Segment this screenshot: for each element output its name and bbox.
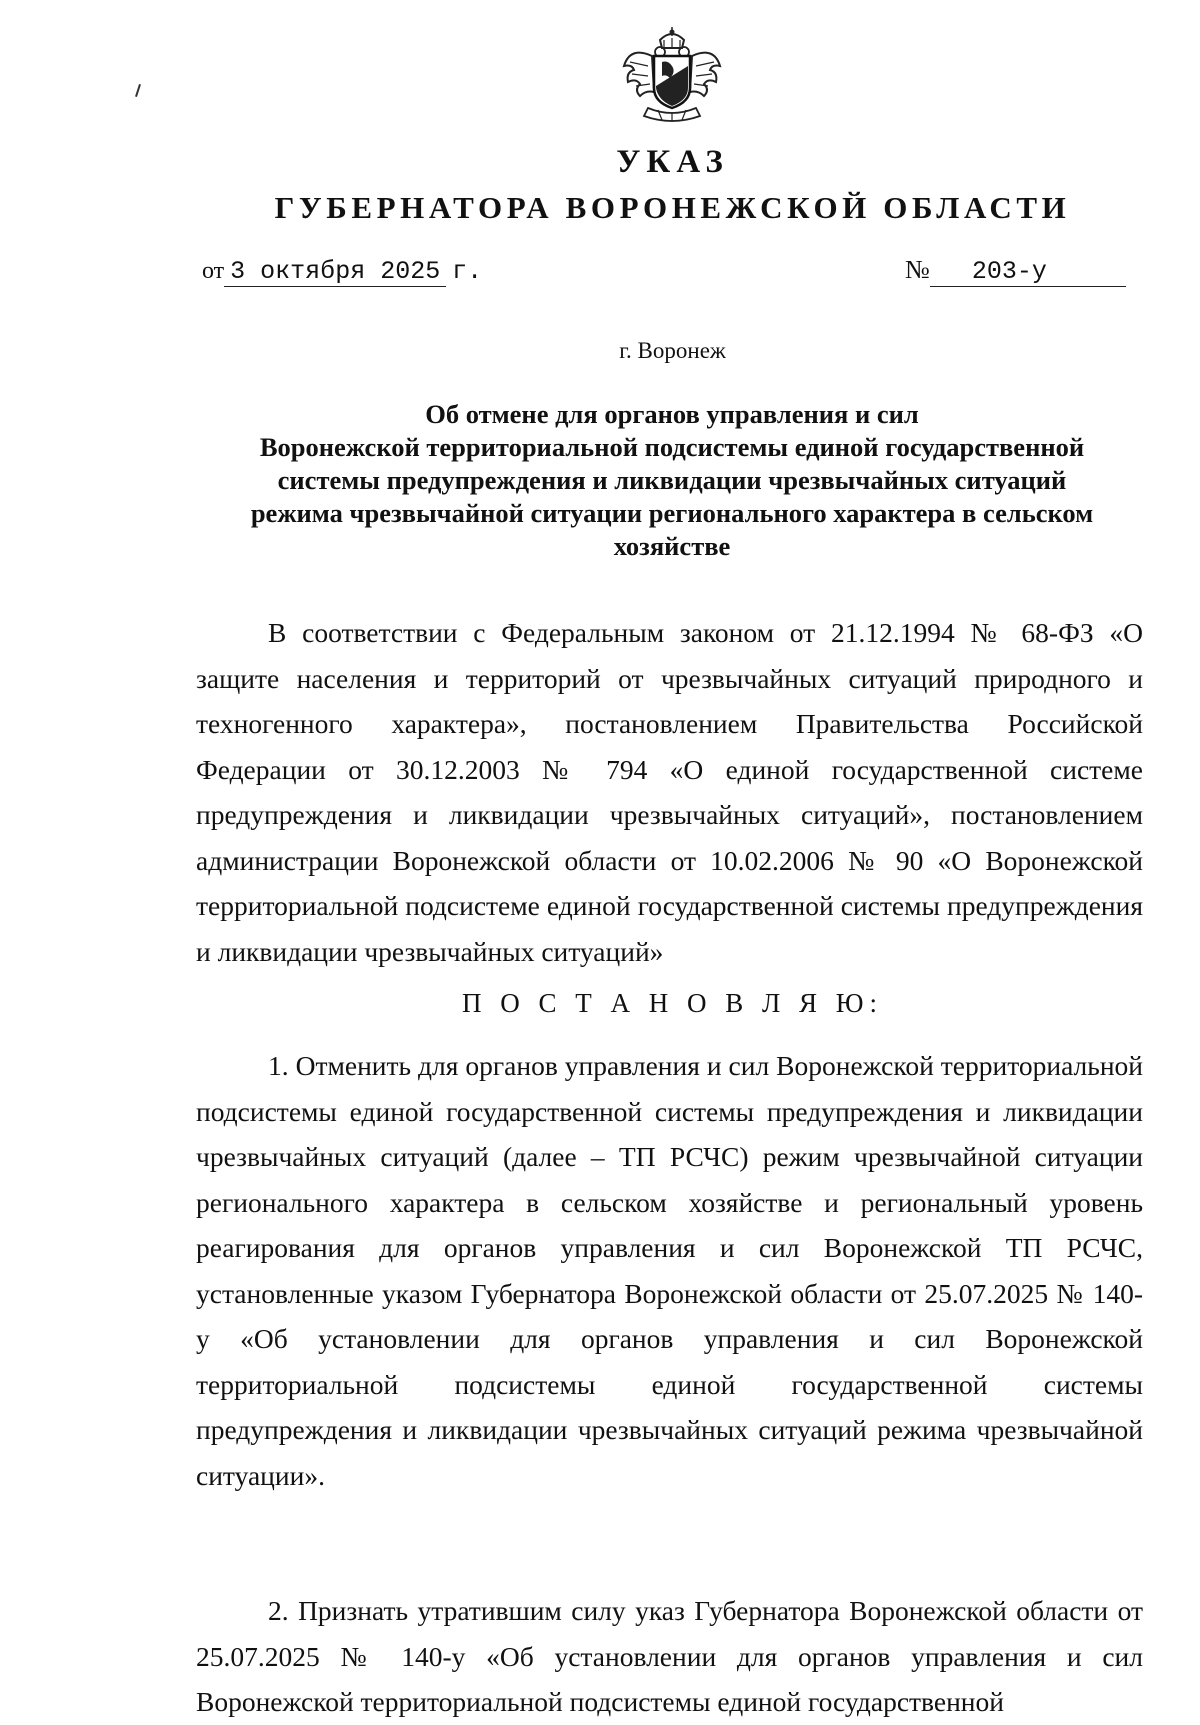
heading-line: режима чрезвычайной ситуации регионального характера в сельском [250, 498, 1094, 528]
date-value: 3 октября 2025 [224, 258, 446, 287]
date-prefix: от [202, 258, 225, 284]
number-line [905, 255, 1126, 287]
stray-mark [135, 84, 141, 97]
heading-line: хозяйстве [613, 531, 731, 561]
item-1-block [196, 1043, 1143, 1498]
number-value: 203-у [930, 258, 1126, 287]
preamble-block [196, 610, 1143, 974]
heading-line: системы предупреждения и ликвидации чрезвычайных ситуаций [277, 465, 1067, 495]
heading-line: Воронежской территориальной подсистемы единой государственной [259, 432, 1085, 462]
heading-line: Об отмене для органов управления и сил [425, 399, 919, 429]
document-heading [200, 398, 1144, 563]
decree-title: УКАЗ [616, 144, 729, 180]
item-2-paragraph: 2. Признать утратившим силу указ Губернатора Воронежской области от 25.07.2025 № 140-у «Об установлении для органов управления и сил Воронежской территориальной подсистемы единой государственной [196, 1595, 1143, 1717]
date-line [202, 255, 482, 287]
number-label: № [905, 255, 930, 284]
item-2-block [196, 1588, 1143, 1725]
issuer-title: ГУБЕРНАТОРА ВОРОНЕЖСКОЙ ОБЛАСТИ [274, 190, 1071, 225]
decree-verb: П О С Т А Н О В Л Я Ю: [461, 988, 884, 1018]
coat-of-arms-icon [622, 26, 722, 126]
item-1-paragraph: 1. Отменить для органов управления и сил Воронежской территориальной подсистемы единой государственной системы предупреждения и ликвидации чрезвычайных ситуаций (далее – ТП РСЧС) режим чрезвычайной ситуации регионального характера в сельском хозяйстве и региональный уровень реагирования для органов управления и сил Воронежской ТП РСЧС, установленные указом Губернатора Воронежской области от 25.07.2025 № 140-у «Об установлении для органов управления и сил Воронежской территориальной подсистемы единой государственной системы предупреждения и ликвидации чрезвычайных ситуаций режима чрезвычайной ситуации». [196, 1050, 1143, 1491]
city: г. Воронеж [619, 338, 726, 363]
preamble-paragraph: В соответствии с Федеральным законом от 21.12.1994 № 68-ФЗ «О защите населения и территорий от чрезвычайных ситуаций природного и техногенного характера», постановлением Правительства Российской Федерации от 30.12.2003 № 794 «О единой государственной системе предупреждения и ликвидации чрезвычайных ситуаций», постановлением администрации Воронежской области от 10.02.2006 № 90 «О Воронежской территориальной подсистеме единой государственной системы предупреждения и ликвидации чрезвычайных ситуаций» [196, 617, 1143, 967]
date-suffix: г. [452, 257, 483, 286]
